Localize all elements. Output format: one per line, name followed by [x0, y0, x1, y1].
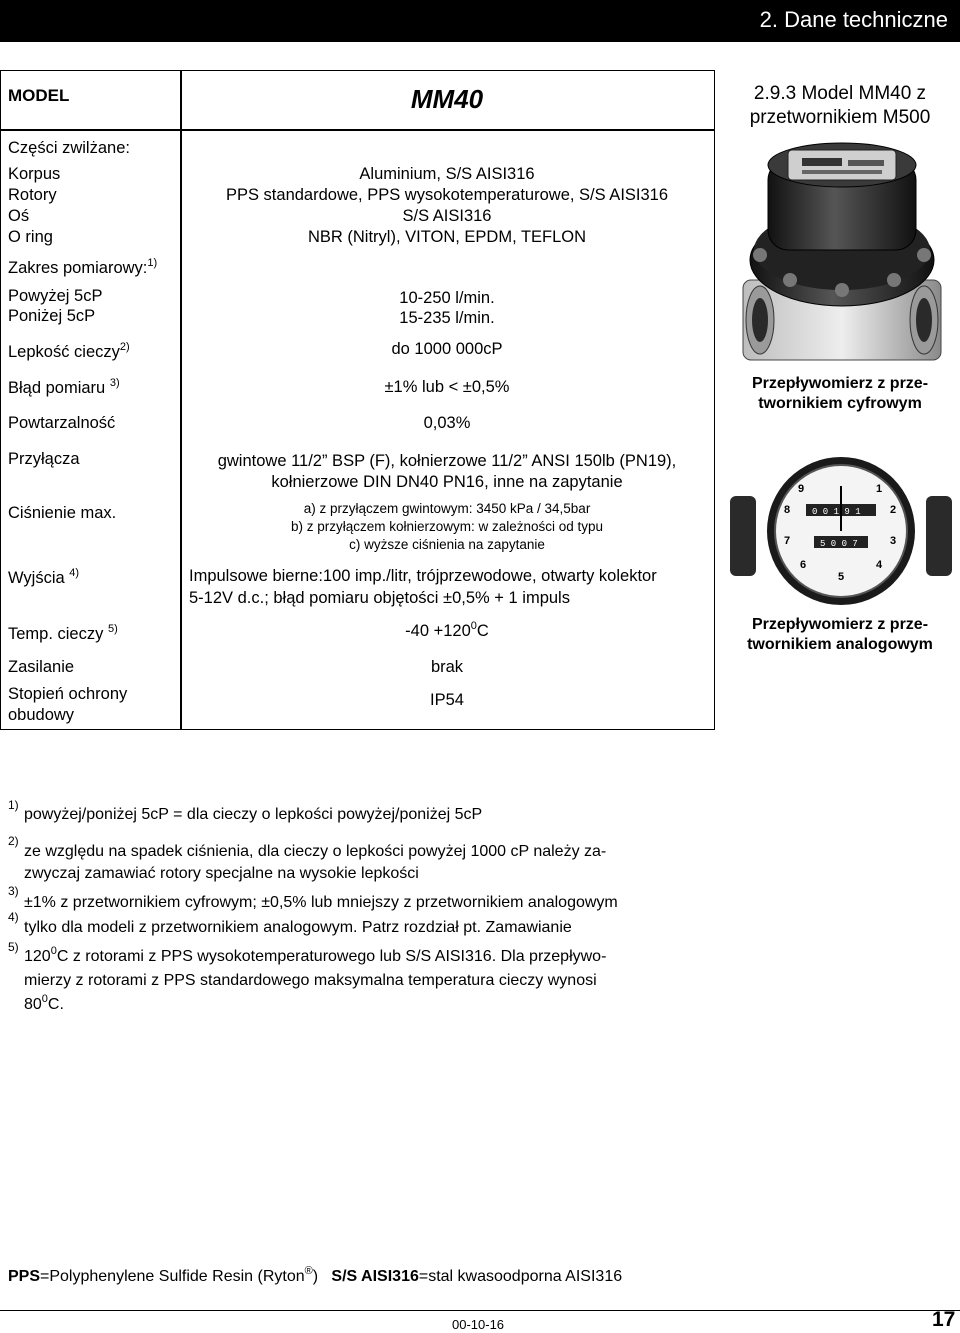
footnote-2-number: 2): [8, 834, 19, 848]
body-label-2: Oś: [8, 207, 30, 225]
pressure-value-c: c) wyższe ciśnienia na zapytanie: [349, 537, 545, 552]
footnote-5-line-3: $80^0C$.: [24, 993, 64, 1013]
model-section-title-line-1: 2.9.3 Model MM40 z: [753, 83, 927, 104]
footnote-2-line-1: ze względu na spadek ciśnienia, dla cieczy o lepkości powyżej 1000 cP należy za-: [24, 843, 607, 860]
digital-flowmeter-image: [738, 140, 946, 362]
output-value-2: 5-12V d.c.; błąd pomiaru objętości ±0,5% + 1 impuls: [189, 589, 570, 607]
digital-caption-line-2: twornikiem cyfrowym: [758, 395, 922, 412]
body-label-0: Korpus: [8, 165, 61, 183]
connections-value-1: gwintowe 11/2” BSP (F), kołnierzowe 11/2” ANSI 150lb (PN19),: [217, 452, 677, 470]
dial-digit-5: 5: [838, 571, 845, 583]
repeat-label: Powtarzalność: [8, 414, 116, 432]
range-label: Zakres pomiarowy:$^{1)}$: [8, 257, 158, 277]
section-header-bar: [0, 0, 960, 42]
wetted-parts-label: Części zwilżane:: [8, 139, 130, 157]
range-label-below: Poniżej 5cP: [8, 307, 96, 325]
viscosity-value: do 1000 000cP: [391, 340, 503, 358]
digital-caption-line-1: Przepływomierz z prze-: [751, 375, 929, 392]
materials-legend: PPS=Polyphenylene Sulfide Resin (Ryton®) S/S AISI316=stal kwasoodporna AISI316: [8, 1265, 623, 1285]
body-value-0: Aluminium, S/S AISI316: [359, 165, 535, 183]
footnote-4-text: tylko dla modeli z przetwornikiem analogowym. Patrz rozdział pt. Zamawianie: [24, 919, 572, 936]
model-section-title-line-2: przetwornikiem M500: [749, 107, 931, 128]
dial-digit-8: 8: [784, 504, 791, 516]
footnote-5-line-1: $120^0C$ z rotorami z PPS wysokotemperaturowego lub S/S AISI316. Dla przepływo-: [24, 945, 607, 965]
model-value: MM40: [410, 84, 484, 114]
dial-digit-2: 2: [890, 504, 897, 516]
protection-label-1: Stopień ochrony: [8, 685, 128, 703]
analog-flowmeter-image: [730, 456, 952, 606]
error-value: ±1% lub < ±0,5%: [384, 378, 510, 396]
pressure-label: Ciśnienie max.: [8, 504, 117, 522]
page-number: 17: [932, 1308, 956, 1331]
footnote-1-number: 1): [8, 798, 19, 812]
footnote-1-text: powyżej/poniżej 5cP = dla cieczy o lepkości powyżej/poniżej 5cP: [24, 806, 483, 823]
analog-caption: [724, 615, 956, 655]
supply-label: Zasilanie: [8, 658, 75, 676]
pressure-value-a: a) z przyłączem gwintowym: 3450 kPa / 34,5bar: [303, 501, 591, 516]
body-value-3: NBR (Nitryl), VITON, EPDM, TEFLON: [307, 228, 587, 246]
repeat-value: 0,03%: [423, 414, 471, 432]
pressure-value-b: b) z przyłączem kołnierzowym: w zależności od typu: [290, 519, 604, 534]
footnote-5-number: 5): [8, 940, 19, 954]
footer-rule: [0, 1310, 960, 1311]
supply-value: brak: [430, 658, 464, 676]
footnote-4-number: 4): [8, 910, 19, 924]
body-value-1: PPS standardowe, PPS wysokotemperaturowe, S/S AISI316: [225, 186, 669, 204]
dial-digit-1: 1: [876, 483, 883, 495]
footer-date: 00-10-16: [452, 1317, 505, 1332]
output-value-1: Impulsowe bierne:100 imp./litr, trójprzewodowe, otwarty kolektor: [189, 567, 657, 585]
body-value-2: S/S AISI316: [402, 207, 492, 225]
dial-digit-6: 6: [800, 559, 807, 571]
dial-digit-7: 7: [784, 535, 791, 547]
dial-digit-3: 3: [890, 535, 897, 547]
viscosity-label: Lepkość cieczy$^{2)}$: [8, 341, 130, 361]
range-value-below: 15-235 l/min.: [399, 309, 495, 327]
dial-digit-4: 4: [876, 559, 883, 571]
range-label-above: Powyżej 5cP: [8, 287, 103, 305]
temp-value: $-40 +120^0C$: [405, 620, 489, 640]
connections-value-2: kołnierzowe DIN DN40 PN16, inne na zapytanie: [271, 473, 623, 491]
dial-digit-9: 9: [798, 483, 805, 495]
body-label-1: Rotory: [8, 186, 57, 204]
counter-top: 0 0 1 9 1: [812, 507, 861, 517]
footnote-5-line-2: mierzy z rotorami z PPS standardowego maksymalna temperatura cieczy wynosi: [24, 972, 597, 989]
model-label: MODEL: [8, 86, 70, 105]
footnote-2-line-2: zwyczaj zamawiać rotory specjalne na wysokie lepkości: [24, 865, 419, 882]
range-value-above: 10-250 l/min.: [399, 289, 495, 307]
body-label-3: O ring: [8, 228, 53, 246]
model-section-title: [724, 82, 956, 130]
analog-caption-line-1: Przepływomierz z prze-: [751, 616, 929, 633]
error-label: Błąd pomiaru $^{3)}$: [8, 377, 120, 397]
connections-label: Przyłącza: [8, 450, 80, 468]
footnote-3-text: ±1% z przetwornikiem cyfrowym; ±0,5% lub mniejszy z przetwornikiem analogowym: [24, 894, 618, 911]
temp-label: Temp. cieczy $^{5)}$: [8, 623, 118, 643]
counter-bottom: 5 0 0 7: [820, 539, 858, 549]
footnote-3-number: 3): [8, 884, 19, 898]
output-label: Wyjścia $^{4)}$: [8, 567, 80, 587]
protection-label-2: obudowy: [8, 706, 75, 724]
analog-caption-line-2: twornikiem analogowym: [747, 636, 933, 653]
protection-value: IP54: [430, 691, 464, 709]
digital-caption: [724, 374, 956, 414]
section-title: 2. Dane techniczne: [759, 7, 948, 32]
